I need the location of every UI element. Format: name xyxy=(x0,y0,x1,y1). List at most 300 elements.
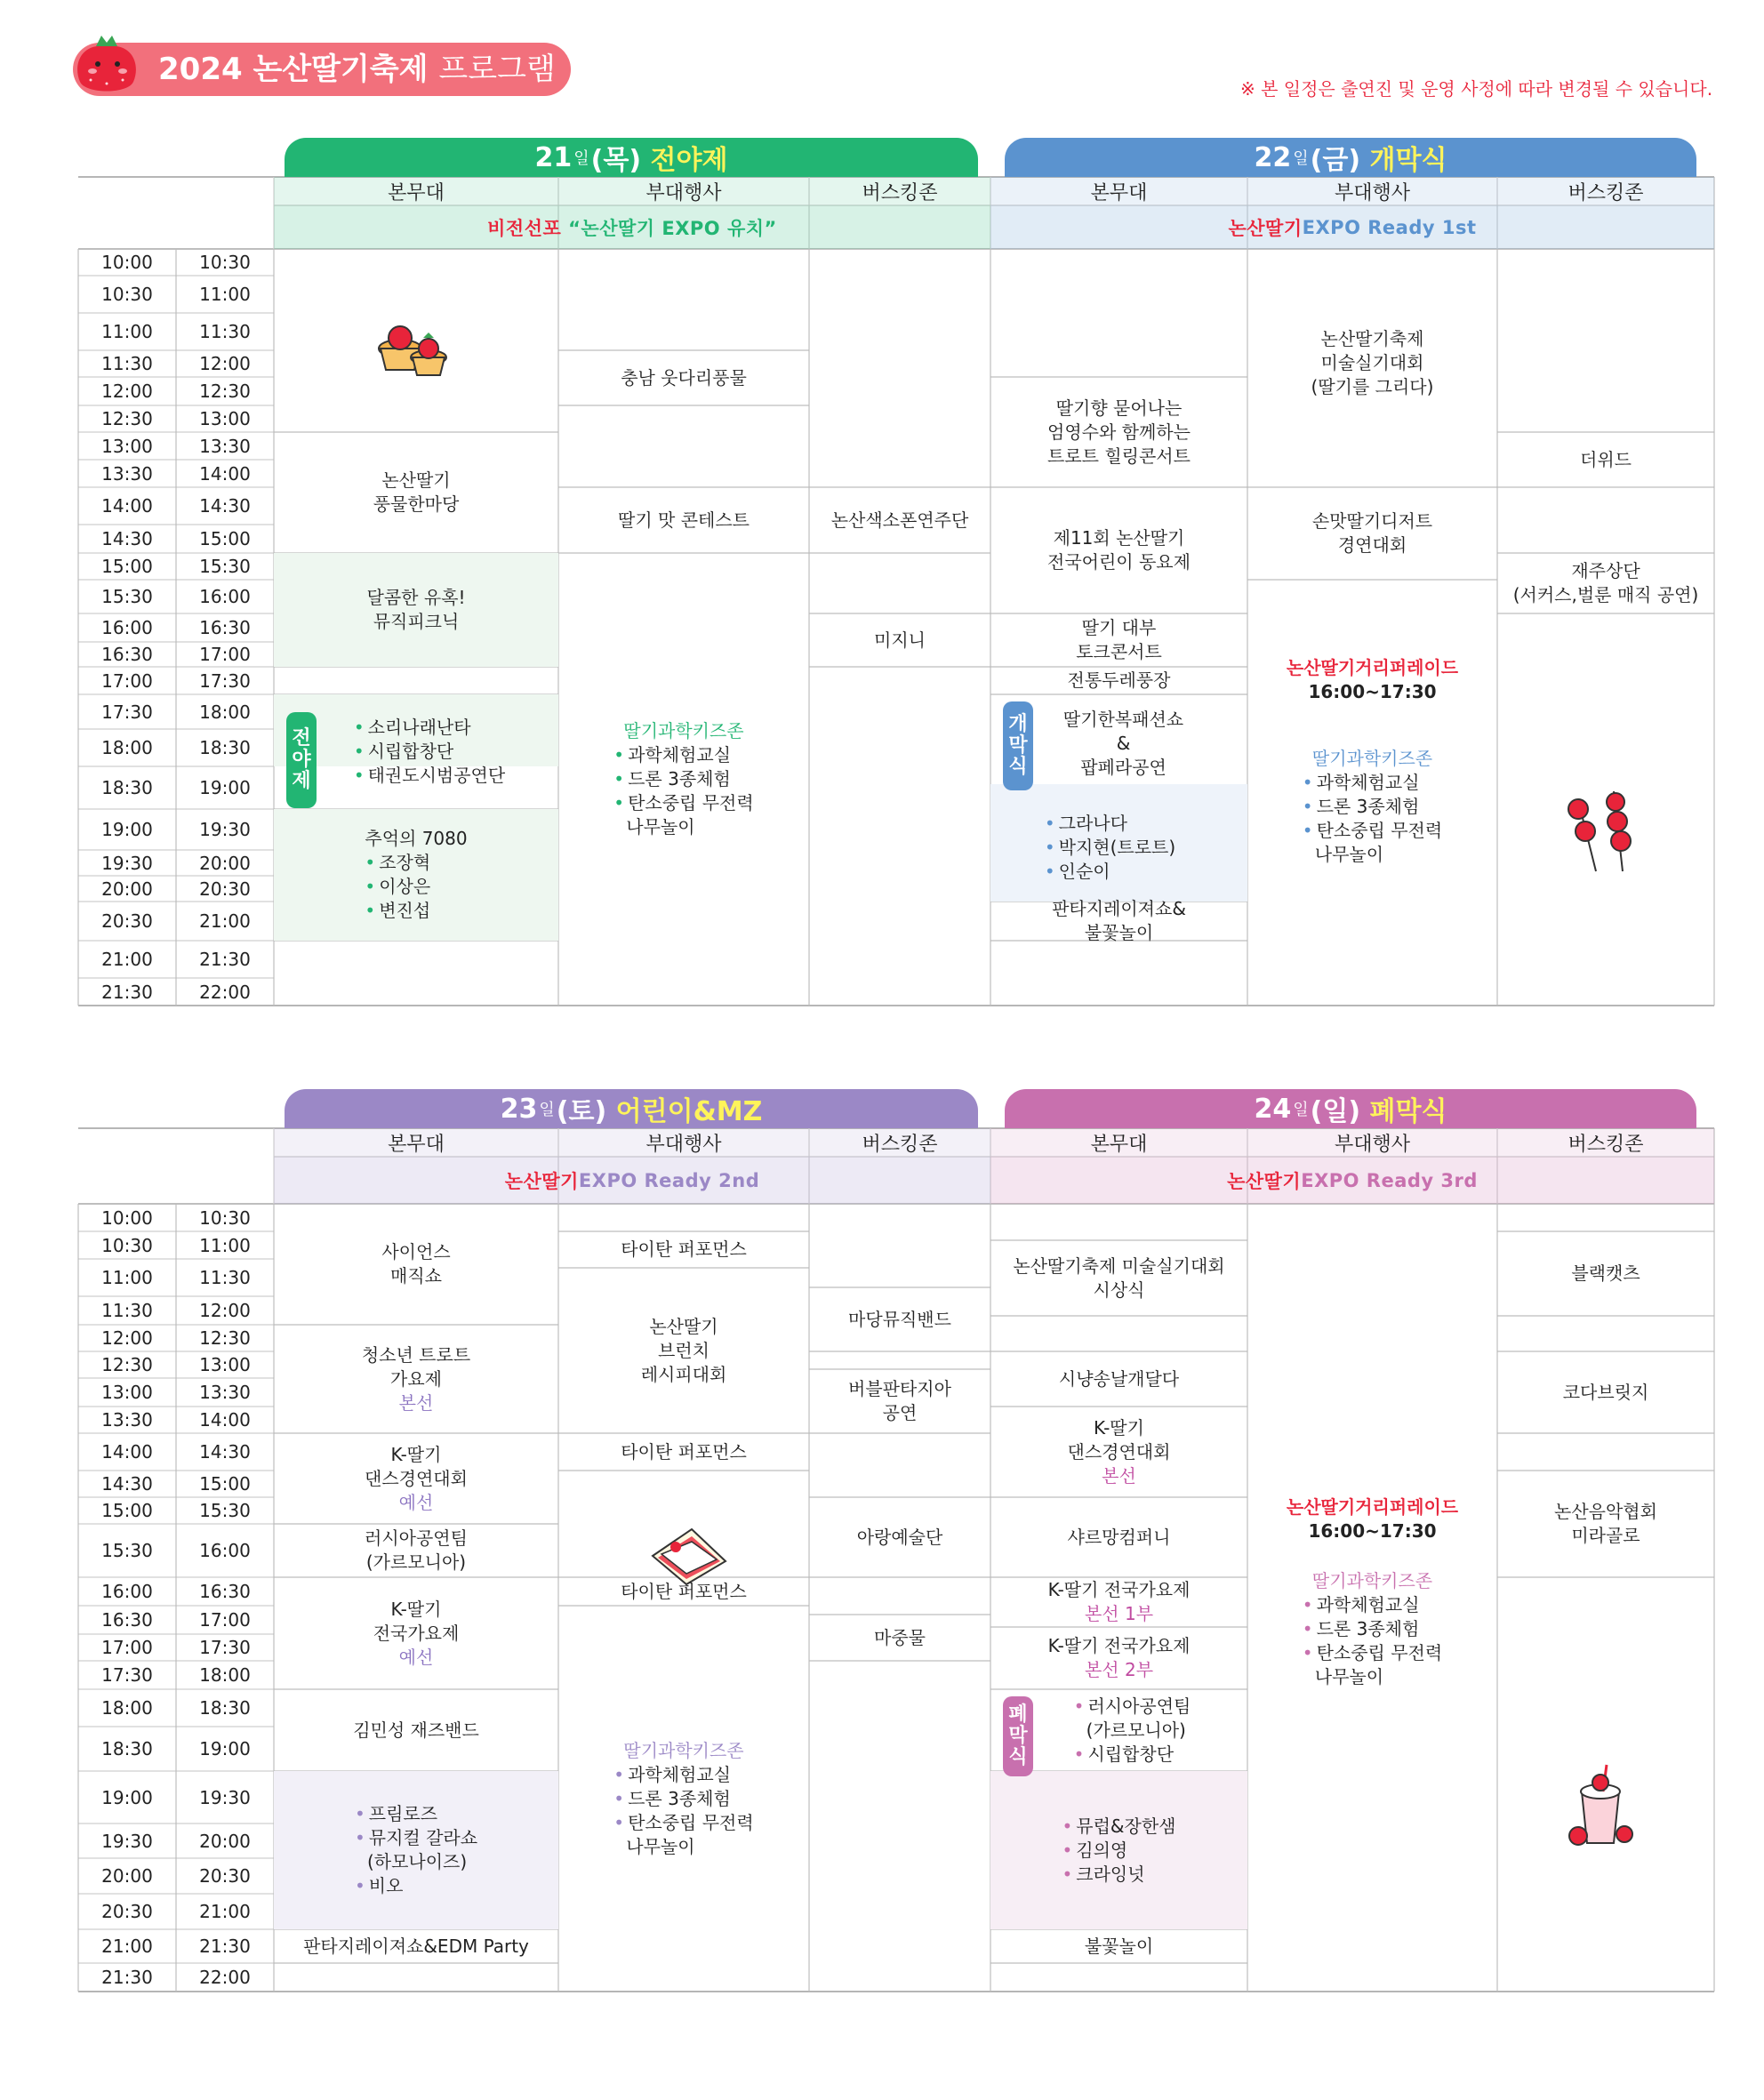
d23-main-ksong-tag: 예선 xyxy=(398,1646,434,1668)
time-text: 18:00 xyxy=(101,1697,153,1719)
time-text: 11:30 xyxy=(101,353,153,374)
d24-busk-music-text: 논산음악협회 미라골로 xyxy=(1554,1501,1657,1546)
d24-busk-coda xyxy=(1497,1351,1714,1433)
time-slot-end xyxy=(176,553,274,580)
column-header-label: 본무대 xyxy=(388,181,445,204)
time-text: 16:30 xyxy=(199,1581,251,1602)
d23-sub-kids xyxy=(558,1606,809,1992)
d23-main-science-text: 사이언스 매직쇼 xyxy=(381,1241,451,1286)
d24-main-close-item-text: 러시아공연팀 (가르모니아) xyxy=(1086,1695,1191,1741)
time-slot-start xyxy=(78,1858,176,1894)
d24-main-night-item xyxy=(1062,1815,1176,1839)
time-slot-end xyxy=(176,1204,274,1231)
time-text: 15:30 xyxy=(199,556,251,577)
day-unit: 일 xyxy=(573,149,589,168)
time-text: 10:30 xyxy=(199,252,251,273)
d24-main-night-item xyxy=(1062,1839,1176,1863)
d24-main-fire xyxy=(990,1929,1247,1963)
time-text: 18:30 xyxy=(101,1738,153,1759)
time-text: 11:00 xyxy=(199,284,251,305)
d22-main-talk-text: 딸기 대부 토크콘서트 xyxy=(1076,617,1162,662)
d22-open-label-text: 개 막 식 xyxy=(1008,712,1028,779)
expo-blue: EXPO Ready 2nd xyxy=(578,1169,760,1191)
time-slot-start xyxy=(78,1661,176,1689)
time-text: 21:00 xyxy=(101,949,153,970)
time-text: 19:30 xyxy=(199,819,251,840)
d22-sub-dessert-text: 손맛딸기디저트 경연대회 xyxy=(1311,510,1433,556)
day-tab-d23[interactable] xyxy=(285,1089,978,1128)
d22-sub-kids-item-text: 과학체험교실 xyxy=(1316,772,1420,793)
time-text: 14:30 xyxy=(199,495,251,517)
time-slot-start xyxy=(78,1497,176,1524)
time-slot-end xyxy=(176,1577,274,1606)
time-text: 19:00 xyxy=(199,1738,251,1759)
d21-main-7080-item-text: 조장혁 xyxy=(379,852,431,873)
time-slot-start xyxy=(78,1963,176,1992)
day-theme: 개막식 xyxy=(1369,145,1447,176)
day-number: 21 xyxy=(534,141,573,173)
column-header-busk xyxy=(1497,177,1714,205)
d21-sub-kids-item-text: 탄소중립 무전력 나무놀이 xyxy=(626,792,754,838)
time-text: 14:30 xyxy=(199,1441,251,1463)
d22-sub-parade xyxy=(1247,649,1497,711)
d21-main-pungmul-text: 논산딸기 풍물한마당 xyxy=(373,469,460,515)
bullet-icon: • xyxy=(353,741,365,762)
column-header-sub xyxy=(558,177,809,205)
d21-busk-sax xyxy=(809,487,990,553)
time-text: 21:00 xyxy=(199,1901,251,1922)
column-header-busk xyxy=(809,177,990,205)
d22-main-singers-item xyxy=(1045,812,1175,836)
day-tab-d21[interactable] xyxy=(285,138,978,177)
bullet-icon: • xyxy=(1073,1743,1085,1765)
column-header-label: 버스킹존 xyxy=(1568,181,1644,204)
time-text: 16:30 xyxy=(101,644,153,665)
time-slot-start xyxy=(78,1407,176,1433)
time-slot-end xyxy=(176,1433,274,1471)
d24-main-ksong2 xyxy=(990,1627,1247,1689)
d24-main-shar xyxy=(990,1497,1247,1577)
time-slot-end xyxy=(176,1661,274,1689)
d23-sub-kids-item xyxy=(613,1811,753,1859)
d22-sub-kids xyxy=(1247,738,1497,876)
time-slot-end xyxy=(176,487,274,525)
time-text: 20:00 xyxy=(101,878,153,900)
time-slot-end xyxy=(176,1689,274,1727)
d23-busk-majung-text: 마중물 xyxy=(874,1626,926,1648)
strawberry-tart-icon xyxy=(379,326,446,375)
bullet-icon: • xyxy=(613,768,625,790)
day-of-week: (목) xyxy=(590,145,642,176)
d24-main-close-item xyxy=(1074,1695,1191,1743)
time-slot-end xyxy=(176,667,274,694)
time-slot-start xyxy=(78,1823,176,1858)
time-text: 22:00 xyxy=(199,981,251,1003)
d24-main-night xyxy=(990,1771,1247,1929)
time-slot-end xyxy=(176,613,274,642)
d24-busk-black xyxy=(1497,1231,1714,1316)
bullet-icon: • xyxy=(613,744,625,765)
d21-main-7080-item xyxy=(365,875,467,899)
time-text: 11:00 xyxy=(101,1267,153,1288)
time-slot-start xyxy=(78,876,176,902)
time-text: 18:30 xyxy=(199,737,251,758)
time-slot-start xyxy=(78,525,176,553)
bullet-icon: • xyxy=(354,1803,365,1824)
time-slot-start xyxy=(78,642,176,667)
d22-main-laser-text: 판타지레이져쇼& 불꽃놀이 xyxy=(1052,898,1186,943)
d23-main-russia xyxy=(274,1524,558,1577)
time-slot-start xyxy=(78,313,176,350)
time-slot-start xyxy=(78,1325,176,1351)
time-text: 11:30 xyxy=(101,1300,153,1321)
time-text: 14:00 xyxy=(101,1441,153,1463)
expo-banner-d22 xyxy=(990,205,1714,249)
time-text: 18:00 xyxy=(199,1664,251,1686)
time-text: 12:30 xyxy=(101,1354,153,1375)
d21-sub-kids-item xyxy=(613,791,753,839)
expo-red: 논산딸기 xyxy=(504,1170,579,1192)
time-slot-end xyxy=(176,850,274,876)
time-text: 20:00 xyxy=(199,852,251,874)
time-text: 11:30 xyxy=(199,321,251,342)
time-text: 19:30 xyxy=(199,1786,251,1808)
d22-sub-kids-item-text: 탄소중립 무전력 나무놀이 xyxy=(1314,820,1443,865)
bullet-icon: • xyxy=(353,765,365,786)
d23-sub-titan2 xyxy=(558,1433,809,1471)
time-slot-end xyxy=(176,1497,274,1524)
time-slot-start xyxy=(78,1606,176,1634)
time-slot-end xyxy=(176,1606,274,1634)
d23-busk-arang xyxy=(809,1497,990,1577)
d22-busk-jaeju xyxy=(1497,553,1714,613)
time-slot-end xyxy=(176,1858,274,1894)
day-theme: 전야제 xyxy=(650,145,728,176)
expo-banner-d23 xyxy=(274,1157,990,1204)
column-header-label: 부대행사 xyxy=(645,1133,722,1156)
d21-main-pungmul xyxy=(274,432,558,553)
d23-main-kdance-tag: 예선 xyxy=(398,1491,434,1513)
time-slot-end xyxy=(176,1378,274,1407)
d23-main-kdance xyxy=(274,1433,558,1524)
d24-main-sinyang-text: 시냥송날개달다 xyxy=(1058,1367,1180,1390)
d23-sub-brunch-text: 논산딸기 브런치 레시피대회 xyxy=(640,1315,727,1385)
time-slot-start xyxy=(78,432,176,460)
d24-sub-kids xyxy=(1247,1568,1497,1689)
d22-busk-thewid-text: 더위드 xyxy=(1580,448,1632,470)
expo-blue: EXPO Ready 3rd xyxy=(1301,1169,1478,1191)
time-text: 11:00 xyxy=(199,1234,251,1256)
d23-busk-majung xyxy=(809,1615,990,1661)
d23-main-ksong-text: K-딸기 전국가요제 xyxy=(373,1598,460,1644)
time-slot-end xyxy=(176,1296,274,1325)
d22-sub-kids-title: 딸기과학키즈존 xyxy=(1311,748,1433,769)
time-text: 16:30 xyxy=(199,617,251,638)
d23-main-jazz xyxy=(274,1689,558,1771)
column-header-label: 버스킹존 xyxy=(862,1133,938,1156)
d24-close-label-text: 폐 막 식 xyxy=(1008,1703,1028,1769)
d24-sub-kids-item-text: 과학체험교실 xyxy=(1316,1593,1420,1615)
time-text: 15:00 xyxy=(101,556,153,577)
d22-main-hanbok-text: 딸기한복패션쇼 & 팝페라공연 xyxy=(1062,709,1184,778)
time-text: 20:30 xyxy=(101,910,153,932)
d21-main-7080-list xyxy=(365,827,467,923)
column-header-label: 본무대 xyxy=(1090,181,1148,204)
time-text: 21:00 xyxy=(199,910,251,932)
bullet-icon: • xyxy=(354,1827,365,1848)
d23-main-night-item xyxy=(355,1826,477,1874)
d24-sub-kids-title: 딸기과학키즈존 xyxy=(1311,1569,1433,1591)
d23-sub-kids-list xyxy=(613,1739,753,1859)
column-header-busk xyxy=(1497,1128,1714,1157)
day-tab-d22[interactable] xyxy=(1005,138,1696,177)
d22-main-singers-item xyxy=(1045,860,1175,884)
bullet-icon: • xyxy=(1302,1617,1313,1639)
time-slot-end xyxy=(176,694,274,729)
d22-main-dongyo xyxy=(990,487,1247,613)
time-text: 10:30 xyxy=(199,1206,251,1229)
day-tab-d24[interactable] xyxy=(1005,1089,1696,1128)
column-header-sub xyxy=(1247,177,1497,205)
d22-main-durae xyxy=(990,667,1247,694)
time-text: 12:30 xyxy=(199,381,251,402)
column-header-sub xyxy=(1247,1128,1497,1157)
time-slot-start xyxy=(78,1929,176,1963)
time-text: 13:30 xyxy=(101,462,153,485)
d23-main-night-list xyxy=(355,1802,477,1898)
d24-busk-music xyxy=(1497,1471,1714,1577)
time-slot-end xyxy=(176,313,274,350)
time-slot-start xyxy=(78,1689,176,1727)
parade-time: 16:00~17:30 xyxy=(1308,1520,1437,1542)
d21-sub-kids-item xyxy=(613,743,753,767)
time-slot-end xyxy=(176,809,274,850)
time-text: 18:00 xyxy=(199,701,251,723)
time-slot-start xyxy=(78,1231,176,1259)
d23-main-youth-trot xyxy=(274,1325,558,1433)
time-slot-start xyxy=(78,1204,176,1231)
day-number: 23 xyxy=(500,1093,538,1125)
time-slot-start xyxy=(78,978,176,1006)
bullet-icon: • xyxy=(365,900,376,921)
time-slot-start xyxy=(78,1771,176,1823)
time-text: 17:00 xyxy=(199,644,251,665)
bullet-icon: • xyxy=(1044,812,1055,834)
d22-main-singers-item-text: 그라나다 xyxy=(1058,812,1127,834)
time-text: 20:00 xyxy=(199,1830,251,1852)
column-header-main xyxy=(990,1128,1247,1157)
time-slot-end xyxy=(176,729,274,766)
time-slot-start xyxy=(78,694,176,729)
bullet-icon: • xyxy=(1302,1593,1313,1615)
d21-main-7080 xyxy=(274,809,558,941)
d21-sub-kids-title: 딸기과학키즈존 xyxy=(623,720,744,741)
time-slot-start xyxy=(78,553,176,580)
d22-main-singers xyxy=(990,793,1230,902)
d22-sub-kids-item xyxy=(1303,819,1442,867)
d24-main-night-list xyxy=(1062,1815,1176,1887)
d23-main-youth-trot-text: 청소년 트로트 가요제 xyxy=(361,1343,471,1390)
time-slot-start xyxy=(78,1351,176,1378)
bullet-icon: • xyxy=(1073,1695,1085,1717)
time-text: 12:00 xyxy=(199,353,251,374)
time-slot-start xyxy=(78,460,176,487)
time-text: 20:30 xyxy=(199,878,251,900)
d22-main-singers-item-text: 인순이 xyxy=(1058,860,1111,882)
column-header-label: 본무대 xyxy=(1090,1133,1148,1156)
expo-red: 논산딸기 xyxy=(1227,1170,1302,1192)
time-text: 21:30 xyxy=(101,1967,153,1988)
d21-main-picnic-text: 달콤한 유혹! 뮤직피크닉 xyxy=(366,587,466,632)
time-text: 17:00 xyxy=(101,669,153,692)
time-text: 21:30 xyxy=(101,981,153,1003)
time-slot-end xyxy=(176,580,274,613)
strawberry-drink-icon xyxy=(1569,1765,1632,1845)
time-text: 19:30 xyxy=(101,1830,153,1852)
time-text: 15:00 xyxy=(199,1473,251,1495)
d23-sub-kids-item-text: 과학체험교실 xyxy=(628,1763,732,1785)
time-slot-start xyxy=(78,1471,176,1497)
bullet-icon: • xyxy=(1044,836,1055,858)
d21-busk-mijini xyxy=(809,613,990,667)
time-text: 13:30 xyxy=(199,435,251,457)
time-text: 18:30 xyxy=(101,777,153,798)
d23-main-russia-text: 러시아공연팀 (가르모니아) xyxy=(365,1527,468,1573)
d24-main-close-item xyxy=(1074,1743,1191,1767)
d21-main-7080-item-text: 이상은 xyxy=(379,876,431,897)
time-text: 15:00 xyxy=(101,1500,153,1521)
time-text: 16:00 xyxy=(199,586,251,607)
d23-sub-kids-item-text: 드론 3종체험 xyxy=(628,1787,731,1809)
d24-main-close-item-text: 시립합창단 xyxy=(1087,1743,1175,1765)
column-header-label: 부대행사 xyxy=(1334,1133,1410,1156)
time-text: 13:00 xyxy=(199,408,251,429)
time-text: 12:30 xyxy=(199,1327,251,1349)
d21-main-7080-item-text: 변진섭 xyxy=(379,900,431,921)
d24-sub-kids-item xyxy=(1303,1641,1442,1689)
time-slot-start xyxy=(78,766,176,809)
time-text: 17:30 xyxy=(101,1664,153,1686)
time-slot-start xyxy=(78,729,176,766)
time-text: 14:30 xyxy=(101,1473,153,1495)
time-text: 13:30 xyxy=(199,1382,251,1403)
time-text: 21:00 xyxy=(101,1936,153,1957)
column-header-label: 버스킹존 xyxy=(862,181,938,204)
time-text: 14:00 xyxy=(199,1409,251,1431)
time-text: 11:30 xyxy=(199,1267,251,1288)
d21-main-eve-item-text: 태권도시범공연단 xyxy=(367,765,506,786)
column-header-label: 버스킹존 xyxy=(1568,1133,1644,1156)
time-slot-start xyxy=(78,850,176,876)
time-text: 13:00 xyxy=(101,435,153,457)
d23-sub-titan1-text: 타이탄 퍼포먼스 xyxy=(621,1238,747,1260)
time-slot-end xyxy=(176,350,274,377)
time-slot-start xyxy=(78,809,176,850)
d24-main-night-item-text: 크라잉넛 xyxy=(1076,1863,1145,1885)
d23-main-edm-text: 판타지레이져쇼&EDM Party xyxy=(303,1935,529,1957)
d24-main-sinyang xyxy=(990,1351,1247,1407)
time-slot-start xyxy=(78,667,176,694)
column-header-busk xyxy=(809,1128,990,1157)
d23-busk-madang-text: 마당뮤직밴드 xyxy=(848,1308,951,1330)
time-slot-end xyxy=(176,1929,274,1963)
column-header-label: 부대행사 xyxy=(645,181,722,204)
time-slot-end xyxy=(176,978,274,1006)
parade-time: 16:00~17:30 xyxy=(1308,681,1437,702)
bullet-icon: • xyxy=(613,792,625,814)
time-text: 16:00 xyxy=(101,617,153,638)
column-header-main xyxy=(274,177,558,205)
time-slot-end xyxy=(176,766,274,809)
d23-sub-kids-item xyxy=(613,1787,753,1811)
d21-main-eve-item-text: 소리나래난타 xyxy=(367,717,471,738)
d21-sub-taste xyxy=(558,487,809,553)
d24-main-fire-text: 불꽃놀이 xyxy=(1084,1935,1154,1957)
d22-sub-art xyxy=(1247,249,1497,477)
d23-sub-titan3-text: 타이탄 퍼포먼스 xyxy=(621,1580,747,1602)
time-slot-start xyxy=(78,276,176,313)
bullet-icon: • xyxy=(1302,820,1313,841)
d23-main-ksong xyxy=(274,1577,558,1689)
time-text: 10:00 xyxy=(101,1206,153,1229)
d21-main-eve-list xyxy=(354,716,505,788)
d22-main-dongyo-text: 제11회 논산딸기 전국어린이 동요제 xyxy=(1047,527,1191,573)
d21-sub-kids-item-text: 과학체험교실 xyxy=(628,744,732,765)
expo-banner-d24 xyxy=(990,1157,1714,1204)
time-text: 22:00 xyxy=(199,1967,251,1988)
bullet-icon: • xyxy=(1062,1863,1073,1885)
d22-sub-kids-item-text: 드론 3종체험 xyxy=(1316,796,1420,817)
parade-title: 논산딸기거리퍼레이드 xyxy=(1286,1496,1459,1518)
d24-main-night-item-text: 뮤럽&장한샘 xyxy=(1076,1815,1176,1837)
column-header-sub xyxy=(558,1128,809,1157)
time-slot-start xyxy=(78,580,176,613)
bullet-icon: • xyxy=(354,1875,365,1896)
d22-main-singers-list xyxy=(1045,812,1175,884)
time-slot-end xyxy=(176,1823,274,1858)
parade-title: 논산딸기거리퍼레이드 xyxy=(1286,657,1459,678)
d21-sub-taste-text: 딸기 맛 콘테스트 xyxy=(618,509,750,531)
time-slot-end xyxy=(176,1771,274,1823)
strawberry-skewer-icon xyxy=(1568,791,1631,871)
time-text: 17:00 xyxy=(199,1609,251,1631)
time-slot-end xyxy=(176,249,274,276)
expo-red: 논산딸기 xyxy=(1228,217,1303,239)
d23-sub-titan3 xyxy=(558,1577,809,1606)
time-slot-end xyxy=(176,1351,274,1378)
d24-main-award xyxy=(990,1240,1247,1316)
d21-main-eve-item xyxy=(354,740,505,764)
d23-sub-titan2-text: 타이탄 퍼포먼스 xyxy=(621,1440,747,1463)
bullet-icon: • xyxy=(1062,1839,1073,1861)
time-text: 13:00 xyxy=(199,1354,251,1375)
time-slot-end xyxy=(176,1894,274,1929)
time-text: 15:30 xyxy=(199,1500,251,1521)
time-slot-end xyxy=(176,876,274,902)
time-slot-start xyxy=(78,1296,176,1325)
d22-main-singers-item xyxy=(1045,836,1175,860)
time-slot-end xyxy=(176,1524,274,1577)
d23-sub-kids-title: 딸기과학키즈존 xyxy=(623,1739,744,1761)
d23-sub-kids-item-text: 탄소중립 무전력 나무놀이 xyxy=(626,1811,754,1857)
d23-main-youth-trot-tag: 본선 xyxy=(398,1391,434,1414)
bullet-icon: • xyxy=(1044,860,1055,882)
time-text: 12:00 xyxy=(101,1327,153,1349)
d21-main-7080-item xyxy=(365,899,467,923)
time-text: 13:00 xyxy=(101,1382,153,1403)
d23-main-night-item-text: 비오 xyxy=(368,1875,404,1896)
time-text: 21:30 xyxy=(199,1936,251,1957)
